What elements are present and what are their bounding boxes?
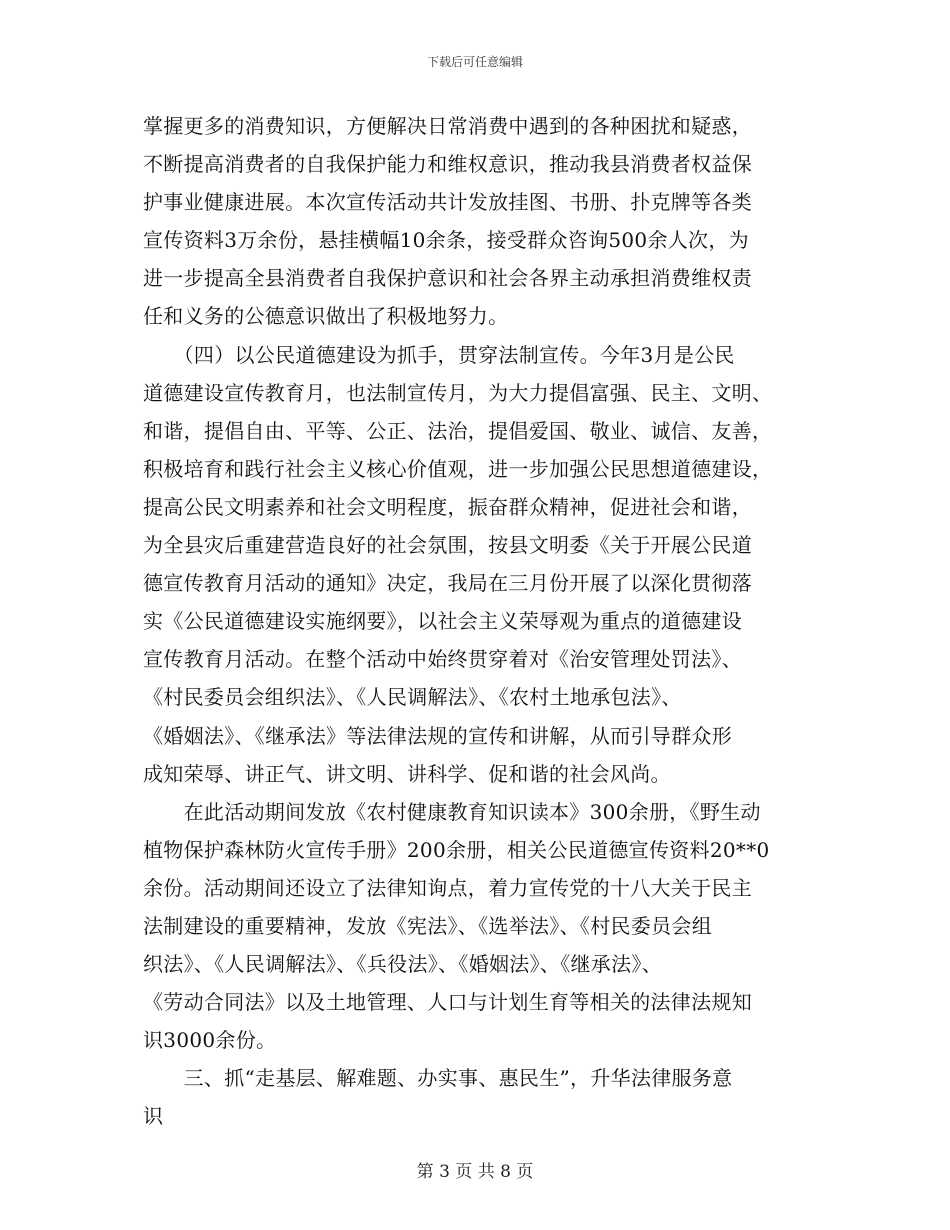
text-line: 护事业健康进展。本次宣传活动共计发放挂图、书册、扑克牌等各类 — [143, 190, 752, 215]
text-line: 余份。活动期间还设立了法律知询点，着力宣传党的十八大关于民主 — [143, 875, 752, 900]
text-line: 《劳动合同法》以及土地管理、人口与计划生育等相关的法律法规知 — [143, 990, 752, 1015]
text-line: 积极培育和践行社会主义核心价值观，进一步加强公民思想道德建设， — [143, 456, 773, 481]
text-line: 实《公民道德建设实施纲要》，以社会主义荣辱观为重点的道德建设 — [143, 609, 742, 634]
text-line: 为全县灾后重建营造良好的社会氛围，按县文明委《关于开展公民道 — [143, 533, 752, 558]
page-header-note: 下载后可任意编辑 — [426, 55, 523, 69]
text-line: 道德建设宣传教育月，也法制宣传月，为大力提倡富强、民主、文明、 — [143, 380, 773, 405]
text-line: （四）以公民道德建设为抓手，贯穿法制宣传。今年3月是公民 — [143, 342, 735, 367]
page-number-footer: 第 3 页 共 8 页 — [416, 1162, 534, 1182]
text-line: 提高公民文明素养和社会文明程度，振奋群众精神，促进社会和谐， — [143, 494, 752, 519]
text-line: 宣传资料3万余份，悬挂横幅10余条，接受群众咨询500余人次，为 — [143, 228, 749, 253]
text-line: 《婚姻法》、《继承法》等法律法规的宣传和讲解，从而引导群众形 — [143, 723, 732, 748]
text-line: 成知荣辱、讲正气、讲文明、讲科学、促和谐的社会风尚。 — [143, 761, 671, 786]
text-line: 掌握更多的消费知识，方便解决日常消费中遇到的各种困扰和疑惑， — [143, 114, 752, 138]
text-line: 法制建设的重要精神，发放《宪法》、《选举法》、《村民委员会组 — [143, 913, 712, 938]
text-line: 三、抓“走基层、解难题、办实事、惠民生”，升华法律服务意 — [143, 1066, 733, 1091]
text-line: 《村民委员会组织法》、《人民调解法》、《农村土地承包法》、 — [143, 685, 682, 710]
text-line: 识 — [143, 1104, 164, 1129]
document-body — [143, 107, 813, 1136]
text-line: 植物保护森林防火宣传手册》200余册，相关公民道德宣传资料20**0 — [143, 837, 770, 862]
text-line: 织法》、《人民调解法》、《兵役法》、《婚姻法》、《继承法》、 — [143, 952, 662, 977]
text-line: 不断提高消费者的自我保护能力和维权意识，推动我县消费者权益保 — [143, 152, 752, 177]
text-line: 进一步提高全县消费者自我保护意识和社会各界主动承担消费维权责 — [143, 266, 752, 291]
text-line: 宣传教育月活动。在整个活动中始终贯穿着对《治安管理处罚法》、 — [143, 647, 742, 672]
text-line: 识3000余份。 — [143, 1028, 277, 1053]
text-line: 和谐，提倡自由、平等、公正、法治，提倡爱国、敬业、诚信、友善， — [143, 418, 773, 443]
text-line: 任和义务的公德意识做出了积极地努力。 — [143, 304, 509, 329]
text-line: 在此活动期间发放《农村健康教育知识读本》300余册，《野生动 — [143, 799, 761, 824]
text-line: 德宣传教育月活动的通知》决定，我局在三月份开展了以深化贯彻落 — [143, 571, 752, 596]
